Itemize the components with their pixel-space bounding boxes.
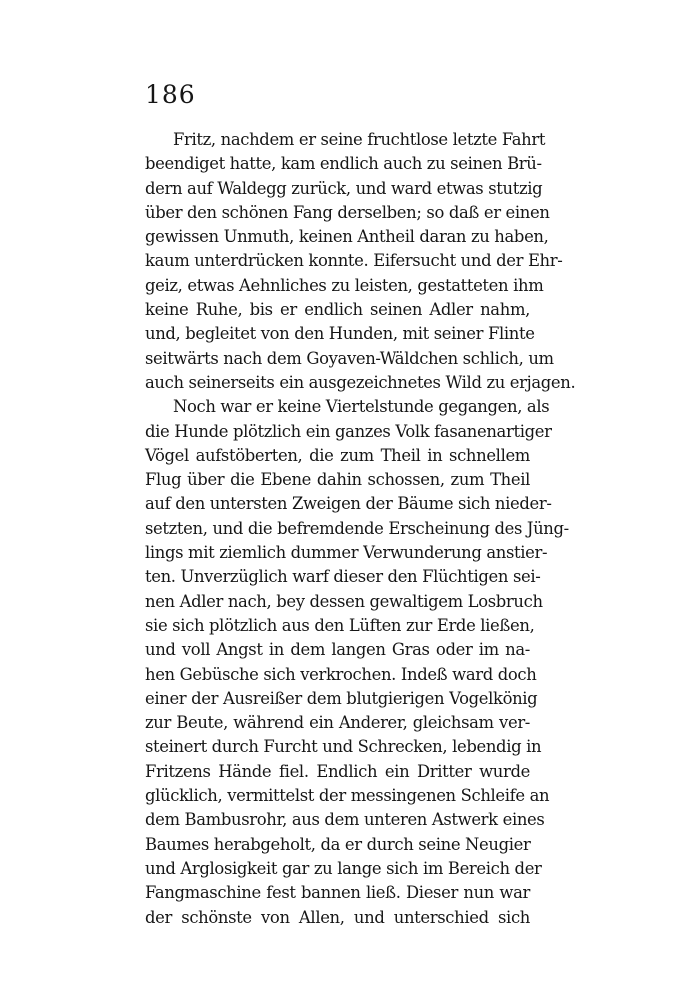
text-line: Fritzens Hände fiel. Endlich ein Dritter wurde <box>145 761 530 781</box>
text-line: Fangmaschine fest bannen ließ. Dieser nun war <box>145 883 530 903</box>
text-line: Noch war er keine Viertelstunde gegangen, als <box>173 397 550 417</box>
text-line: und voll Angst in dem langen Gras oder im na- <box>145 640 530 660</box>
text-line: beendiget hatte, kam endlich auch zu seinen Brü- <box>145 154 542 174</box>
text-line: und, begleitet von den Hunden, mit seiner Flinte <box>145 324 535 344</box>
text-line: hen Gebüsche sich verkrochen. Indeß ward doch <box>145 664 537 684</box>
text-line: Flug über die Ebene dahin schossen, zum Theil <box>145 470 530 490</box>
body-text <box>145 128 576 930</box>
text-line: lings mit ziemlich dummer Verwunderung anstier- <box>145 543 548 563</box>
text-line: über den schönen Fang derselben; so daß er einen <box>145 202 550 222</box>
text-line: und Arglosigkeit gar zu lange sich im Bereich der <box>145 858 542 878</box>
text-line: sie sich plötzlich aus den Lüften zur Erde ließen, <box>145 615 535 635</box>
text-line: einer der Ausreißer dem blutgierigen Vogelkönig <box>145 688 538 708</box>
text-line: der schönste von Allen, und unterschied sich <box>145 907 530 927</box>
text-line: seitwärts nach dem Goyaven-Wäldchen schlich, um <box>145 348 554 368</box>
text-line: Fritz, nachdem er seine fruchtlose letzte Fahrt <box>173 130 546 149</box>
text-line: auch seinerseits ein ausgezeichnetes Wild zu erjagen. <box>145 372 576 392</box>
text-line: ten. Unverzüglich warf dieser den Flüchtigen sei- <box>145 567 541 587</box>
text-line: Vögel aufstöberten, die zum Theil in schnellem <box>145 445 530 465</box>
text-line: die Hunde plötzlich ein ganzes Volk fasanenartiger <box>145 421 552 441</box>
text-line: gewissen Unmuth, keinen Antheil daran zu haben, <box>145 227 549 247</box>
text-line: dern auf Waldegg zurück, und ward etwas stutzig <box>145 178 543 198</box>
text-line: Baumes herabgeholt, da er durch seine Neugier <box>145 834 531 854</box>
text-line: setzten, und die befremdende Erscheinung des Jüng- <box>145 518 569 538</box>
text-line: kaum unterdrücken konnte. Eifersucht und der Ehr- <box>145 251 563 271</box>
text-line: zur Beute, während ein Anderer, gleichsam ver- <box>145 713 530 733</box>
text-line: dem Bambusrohr, aus dem unteren Astwerk eines <box>145 810 545 830</box>
page-number: 186 <box>145 80 196 109</box>
text-line: glücklich, vermittelst der messingenen Schleife an <box>145 786 550 806</box>
text-line: keine Ruhe, bis er endlich seinen Adler nahm, <box>145 300 530 320</box>
text-line: nen Adler nach, bey dessen gewaltigem Losbruch <box>145 591 543 611</box>
text-line: geiz, etwas Aehnliches zu leisten, gestatteten ihm <box>145 275 544 295</box>
text-line: auf den untersten Zweigen der Bäume sich nieder- <box>145 494 552 514</box>
text-line: steinert durch Furcht und Schrecken, lebendig in <box>145 737 542 757</box>
